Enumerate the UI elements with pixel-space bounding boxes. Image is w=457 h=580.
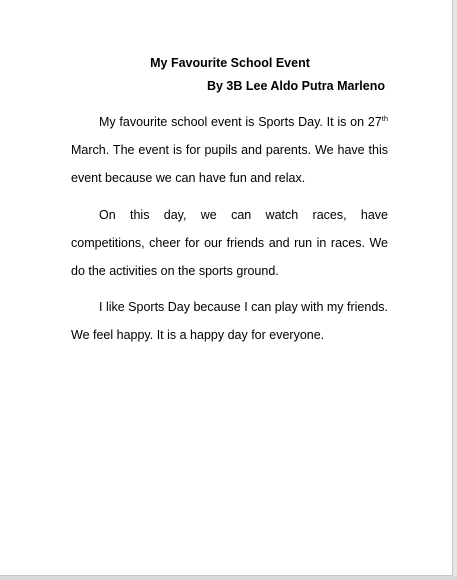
paragraph-1-text-end: March. The event is for pupils and parents. We have this event because we can have fun and relax.: [71, 143, 388, 186]
ordinal-suffix: th: [381, 113, 388, 123]
document-title: My Favourite School Event: [150, 56, 310, 70]
author-byline: By 3B Lee Aldo Putra Marleno: [206, 79, 385, 93]
page-bottom-shadow: [0, 576, 457, 580]
page-right-shadow: [453, 0, 457, 580]
document-body: [71, 108, 388, 358]
paragraph-1-text-start: My favourite school event is Sports Day. It is on 27: [99, 115, 382, 129]
paragraph-2: On this day, we can watch races, have competitions, cheer for our friends and run in races. We do the activities on the sports ground.: [71, 207, 388, 279]
paragraph-3: I like Sports Day because I can play with my friends. We feel happy. It is a happy day for everyone.: [71, 300, 389, 343]
paragraph-1: [71, 108, 388, 193]
